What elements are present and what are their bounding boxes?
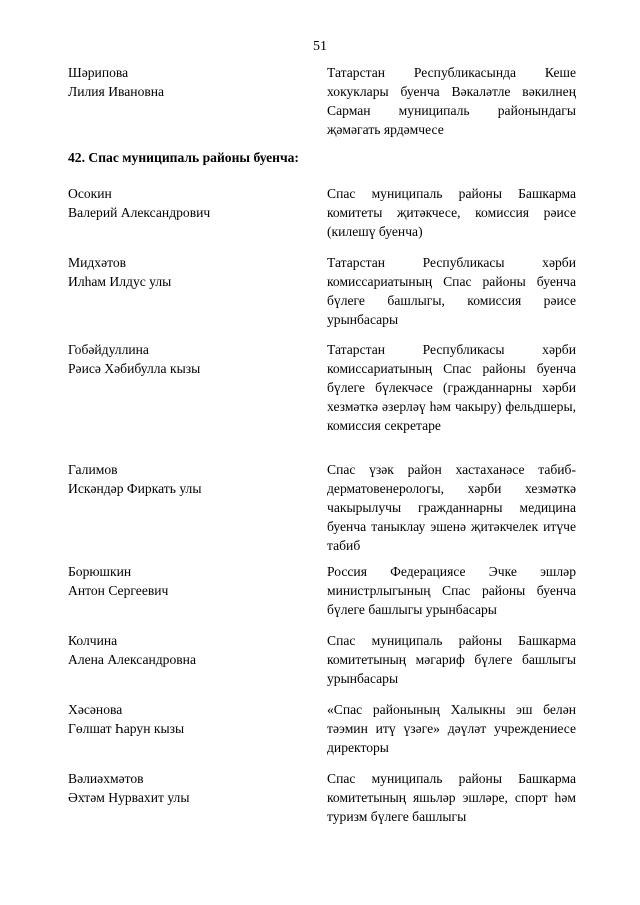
member-role: Спас үзәк район хастаханәсе табиб-дерматовенерологы, хәрби хезмәткә чакырылучы гражданнарны медицина буенча таныклау эшенә җитәкчелек итүче табиб [327, 462, 576, 553]
member-name [68, 700, 308, 738]
member-surname: Мидхәтов [68, 255, 127, 270]
member-name [68, 340, 308, 378]
section-heading: 42. Спас муниципаль районы буенча: [68, 150, 299, 165]
member-surname: Борюшкин [68, 564, 132, 579]
member-name [68, 631, 308, 669]
member-given-name: Искәндәр Фиркать улы [68, 481, 202, 496]
member-name [68, 253, 308, 291]
member-surname: Осокин [68, 186, 112, 201]
member-surname: Гобәйдуллина [68, 342, 149, 357]
member-role: «Спас районының Халыкны эш белән тәэмин итү үзәге» дәүләт учреждениесе директоры [327, 702, 576, 755]
member-given-name: Әхтәм Нурвахит улы [68, 790, 190, 805]
member-given-name: Валерий Александрович [68, 205, 211, 220]
member-surname: Галимов [68, 462, 118, 477]
member-surname: Хәсәнова [68, 702, 123, 717]
member-role: Татарстан Республикасында Кеше хокуклары буенча Вәкаләтле вәкилнең Сарман муниципаль районындагы җәмәгать ярдәмчесе [327, 65, 576, 137]
member-surname: Шәрипова [68, 65, 129, 80]
member-role: Россия Федерациясе Эчке эшләр министрлыгының Спас районы буенча бүлеге башлыгы урынбасары [327, 564, 576, 617]
member-name [68, 769, 308, 807]
member-given-name: Алена Александровна [68, 652, 196, 667]
member-surname: Колчина [68, 633, 118, 648]
member-given-name: Гөлшат Һарун кызы [68, 721, 185, 736]
member-surname: Вәлиәхмәтов [68, 771, 144, 786]
member-name [68, 460, 308, 498]
member-given-name: Антон Сергеевич [68, 583, 169, 598]
member-role: Спас муниципаль районы Башкарма комитеты җитәкчесе, комиссия рәисе (килешү буенча) [327, 186, 576, 239]
member-name [68, 63, 308, 101]
member-role: Спас муниципаль районы Башкарма комитетының мәгариф бүлеге башлыгы урынбасары [327, 633, 576, 686]
member-role: Спас муниципаль районы Башкарма комитетының яшьләр эшләре, спорт һәм туризм бүлеге башлыгы [327, 771, 576, 824]
member-given-name: Илһам Илдус улы [68, 274, 172, 289]
page-number: 51 [313, 39, 327, 54]
member-name [68, 562, 308, 600]
member-role: Татарстан Республикасы хәрби комиссариатының Спас районы буенча бүлеге бүлекчәсе (гражданнарны хәрби хезмәткә әзерләү һәм чакыру) фельдшеры, комиссия секретаре [327, 342, 576, 433]
member-given-name: Рәисә Хәбибулла кызы [68, 361, 201, 376]
member-role: Татарстан Республикасы хәрби комиссариатының Спас районы буенча бүлеге башлыгы, комиссия рәисе урынбасары [327, 255, 576, 327]
member-name [68, 184, 308, 222]
member-given-name: Лилия Ивановна [68, 84, 165, 99]
